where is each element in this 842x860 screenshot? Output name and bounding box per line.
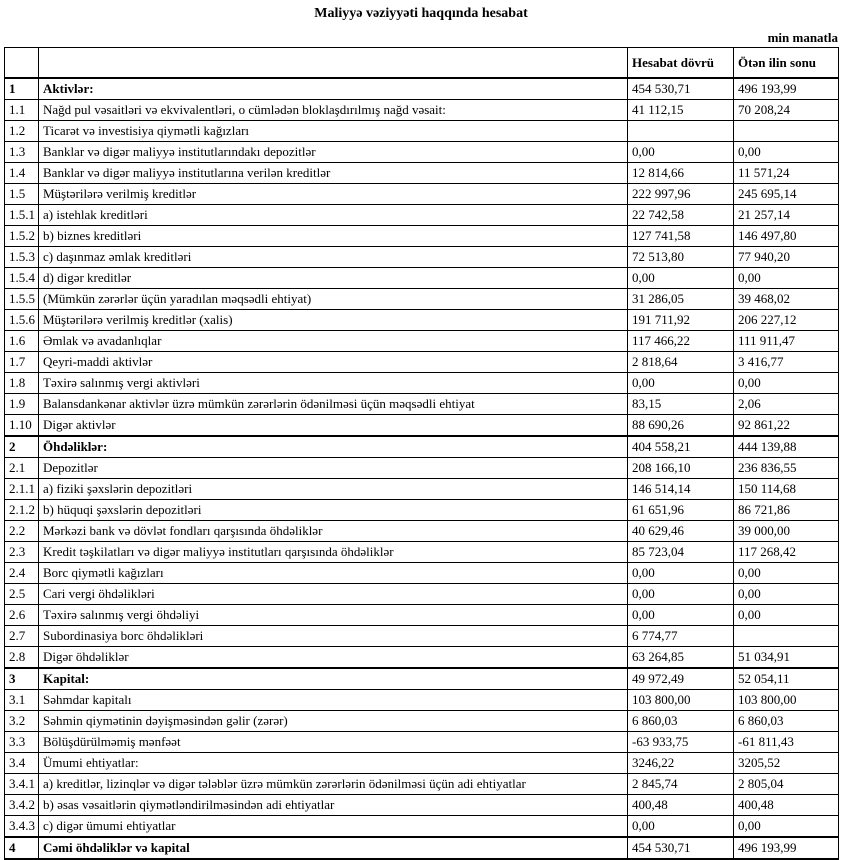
row-number-cell: 2.1.1 [5,479,39,500]
row-value-previous: 6 860,03 [734,711,839,732]
row-value-previous: 2,06 [734,394,839,415]
row-value-previous [734,626,839,647]
row-value-previous: 0,00 [734,142,839,163]
row-label-cell: Borc qiymətli kağızları [39,563,628,584]
row-number-cell: 1.8 [5,373,39,394]
row-label-cell: Qeyri-maddi aktivlər [39,352,628,373]
table-row [5,78,839,100]
row-value-previous: 39 468,02 [734,289,839,310]
row-number-cell: 2.2 [5,521,39,542]
row-label-cell: Müştərilərə verilmiş kreditlər (xalis) [39,310,628,331]
table-row [5,458,839,479]
row-value-previous [734,121,839,142]
row-label-cell: Ümumi ehtiyatlar: [39,753,628,774]
row-value-current: 0,00 [628,605,734,626]
row-value-current: 146 514,14 [628,479,734,500]
row-number-cell: 1.5 [5,184,39,205]
table-row [5,163,839,184]
row-label-cell: Aktivlər: [39,78,628,100]
row-label-cell: Bölüşdürülməmiş mənfəət [39,732,628,753]
row-value-current: 0,00 [628,563,734,584]
row-value-previous: 3205,52 [734,753,839,774]
row-number-cell: 4 [5,837,39,859]
row-value-current: 83,15 [628,394,734,415]
row-label-cell: a) istehlak kreditləri [39,205,628,226]
row-label-cell: b) biznes kreditləri [39,226,628,247]
row-value-previous: -61 811,43 [734,732,839,753]
row-number-cell: 3.4.1 [5,774,39,795]
row-value-previous: 11 571,24 [734,163,839,184]
row-number-cell: 3.4.2 [5,795,39,816]
row-value-current: 454 530,71 [628,837,734,859]
header-previous-year: Ötən ilin sonu [734,48,839,79]
row-label-cell: b) əsas vəsaitlərin qiymətləndirilməsindən adi ehtiyatlar [39,795,628,816]
row-number-cell: 1.2 [5,121,39,142]
row-value-current: 454 530,71 [628,78,734,100]
table-row [5,542,839,563]
row-label-cell: Səhmdar kapitalı [39,690,628,711]
table-row [5,415,839,437]
row-value-current [628,121,734,142]
row-label-cell: Nağd pul vəsaitləri və ekvivalentləri, o cümlədən bloklaşdırılmış nağd vəsait: [39,100,628,121]
row-value-current: 103 800,00 [628,690,734,711]
row-value-current: 0,00 [628,142,734,163]
table-row [5,289,839,310]
row-number-cell: 2.6 [5,605,39,626]
row-label-cell: Təxirə salınmış vergi öhdəliyi [39,605,628,626]
row-value-current: 0,00 [628,584,734,605]
table-row [5,121,839,142]
row-label-cell: Kapital: [39,668,628,690]
row-number-cell: 1.5.5 [5,289,39,310]
row-value-current: 191 711,92 [628,310,734,331]
row-value-current: 0,00 [628,373,734,394]
row-value-previous: 3 416,77 [734,352,839,373]
row-value-previous: 51 034,91 [734,647,839,669]
table-row [5,626,839,647]
row-number-cell: 2.1 [5,458,39,479]
row-value-previous: 0,00 [734,605,839,626]
row-label-cell: (Mümkün zərərlər üçün yaradılan məqsədli ehtiyat) [39,289,628,310]
row-value-current: 63 264,85 [628,647,734,669]
row-number-cell: 1.6 [5,331,39,352]
row-value-previous: 496 193,99 [734,837,839,859]
row-label-cell: Digər aktivlər [39,415,628,437]
row-number-cell: 2.7 [5,626,39,647]
row-number-cell: 1.5.1 [5,205,39,226]
table-row [5,563,839,584]
row-value-current: 3246,22 [628,753,734,774]
row-value-current: 85 723,04 [628,542,734,563]
row-value-previous: 111 911,47 [734,331,839,352]
row-value-current: -63 933,75 [628,732,734,753]
table-row [5,436,839,458]
row-value-current: 41 112,15 [628,100,734,121]
header-number-cell [5,48,39,79]
table-row [5,711,839,732]
row-number-cell: 1.5.4 [5,268,39,289]
row-value-previous: 117 268,42 [734,542,839,563]
row-label-cell: Cəmi öhdəliklər və kapital [39,837,628,859]
row-number-cell: 1.3 [5,142,39,163]
row-value-previous: 0,00 [734,584,839,605]
row-value-current: 117 466,22 [628,331,734,352]
row-label-cell: Müştərilərə verilmiş kreditlər [39,184,628,205]
row-value-previous: 86 721,86 [734,500,839,521]
row-value-current: 31 286,05 [628,289,734,310]
row-value-previous: 236 836,55 [734,458,839,479]
row-value-previous: 92 861,22 [734,415,839,437]
row-value-previous: 2 805,04 [734,774,839,795]
row-label-cell: Subordinasiya borc öhdəlikləri [39,626,628,647]
row-value-previous: 52 054,11 [734,668,839,690]
row-label-cell: Balansdankənar aktivlər üzrə mümkün zərərlərin ödənilməsi üçün məqsədli ehtiyat [39,394,628,415]
table-row [5,184,839,205]
row-value-previous: 21 257,14 [734,205,839,226]
row-value-current: 72 513,80 [628,247,734,268]
table-row [5,753,839,774]
table-row [5,226,839,247]
row-number-cell: 1.10 [5,415,39,437]
row-number-cell: 1.4 [5,163,39,184]
table-row [5,352,839,373]
row-value-current: 0,00 [628,816,734,838]
row-label-cell: Mərkəzi bank və dövlət fondları qarşısında öhdəliklər [39,521,628,542]
table-row [5,732,839,753]
row-value-previous: 146 497,80 [734,226,839,247]
row-value-current: 208 166,10 [628,458,734,479]
row-label-cell: Banklar və digər maliyyə institutlarındakı depozitlər [39,142,628,163]
row-value-current: 61 651,96 [628,500,734,521]
row-label-cell: d) digər kreditlər [39,268,628,289]
row-label-cell: Digər öhdəliklər [39,647,628,669]
table-row [5,331,839,352]
row-label-cell: Səhmin qiymətinin dəyişməsindən gəlir (zərər) [39,711,628,732]
row-value-current: 6 860,03 [628,711,734,732]
table-row [5,247,839,268]
row-number-cell: 3.4.3 [5,816,39,838]
table-row [5,690,839,711]
row-number-cell: 1.5.6 [5,310,39,331]
row-value-current: 0,00 [628,268,734,289]
row-value-previous: 0,00 [734,268,839,289]
header-label-cell [39,48,628,79]
row-value-current: 127 741,58 [628,226,734,247]
table-row [5,605,839,626]
table-row [5,394,839,415]
row-number-cell: 2.8 [5,647,39,669]
row-value-current: 6 774,77 [628,626,734,647]
table-row [5,668,839,690]
unit-note: min manatla [767,30,838,45]
row-value-previous: 70 208,24 [734,100,839,121]
table-row [5,647,839,669]
row-label-cell: b) hüquqi şəxslərin depozitləri [39,500,628,521]
row-number-cell: 3 [5,668,39,690]
row-value-previous: 400,48 [734,795,839,816]
row-label-cell: Cari vergi öhdəlikləri [39,584,628,605]
row-number-cell: 1.7 [5,352,39,373]
row-label-cell: c) daşınmaz əmlak kreditləri [39,247,628,268]
row-label-cell: Əmlak və avadanlıqlar [39,331,628,352]
table-row [5,142,839,163]
table-row [5,373,839,394]
table-row [5,584,839,605]
row-number-cell: 1 [5,78,39,100]
row-value-previous: 245 695,14 [734,184,839,205]
row-number-cell: 2.5 [5,584,39,605]
row-value-previous: 496 193,99 [734,78,839,100]
row-label-cell: Kredit təşkilatları və digər maliyyə institutları qarşısında öhdəliklər [39,542,628,563]
row-label-cell: Təxirə salınmış vergi aktivləri [39,373,628,394]
row-number-cell: 2.4 [5,563,39,584]
row-value-current: 40 629,46 [628,521,734,542]
table-header-row [5,48,839,79]
table-row [5,521,839,542]
table-row [5,500,839,521]
page-title: Maliyyə vəziyyəti haqqında hesabat [314,6,528,21]
row-number-cell: 1.1 [5,100,39,121]
row-value-current: 404 558,21 [628,436,734,458]
table-row [5,816,839,838]
row-value-previous: 39 000,00 [734,521,839,542]
row-value-current: 49 972,49 [628,668,734,690]
row-number-cell: 3.3 [5,732,39,753]
row-label-cell: a) fiziki şəxslərin depozitləri [39,479,628,500]
table-row [5,310,839,331]
row-number-cell: 3.2 [5,711,39,732]
table-row [5,837,839,859]
row-value-previous: 77 940,20 [734,247,839,268]
table-row [5,795,839,816]
row-number-cell: 3.4 [5,753,39,774]
row-value-current: 2 845,74 [628,774,734,795]
table-row [5,205,839,226]
row-value-previous: 0,00 [734,563,839,584]
row-number-cell: 1.9 [5,394,39,415]
financial-position-table [4,47,839,860]
row-value-current: 2 818,64 [628,352,734,373]
row-value-current: 400,48 [628,795,734,816]
row-number-cell: 2.1.2 [5,500,39,521]
row-label-cell: Öhdəliklər: [39,436,628,458]
row-label-cell: Depozitlər [39,458,628,479]
table-row [5,268,839,289]
row-value-previous: 444 139,88 [734,436,839,458]
header-current-period: Hesabat dövrü [628,48,734,79]
row-value-current: 12 814,66 [628,163,734,184]
row-value-current: 88 690,26 [628,415,734,437]
row-number-cell: 2 [5,436,39,458]
row-number-cell: 1.5.3 [5,247,39,268]
row-value-previous: 0,00 [734,373,839,394]
row-number-cell: 1.5.2 [5,226,39,247]
row-value-previous: 150 114,68 [734,479,839,500]
row-label-cell: Banklar və digər maliyyə institutlarına verilən kreditlər [39,163,628,184]
row-value-current: 222 997,96 [628,184,734,205]
row-label-cell: a) kreditlər, lizinqlər və digər tələblər üzrə mümkün zərərlərin ödənilməsi üçün adi ehtiyatlar [39,774,628,795]
table-row [5,479,839,500]
row-value-previous: 206 227,12 [734,310,839,331]
row-number-cell: 2.3 [5,542,39,563]
table-row [5,774,839,795]
row-value-previous: 103 800,00 [734,690,839,711]
row-value-current: 22 742,58 [628,205,734,226]
row-value-previous: 0,00 [734,816,839,838]
row-label-cell: Ticarət və investisiya qiymətli kağızları [39,121,628,142]
table-row [5,100,839,121]
row-number-cell: 3.1 [5,690,39,711]
row-label-cell: c) digər ümumi ehtiyatlar [39,816,628,838]
